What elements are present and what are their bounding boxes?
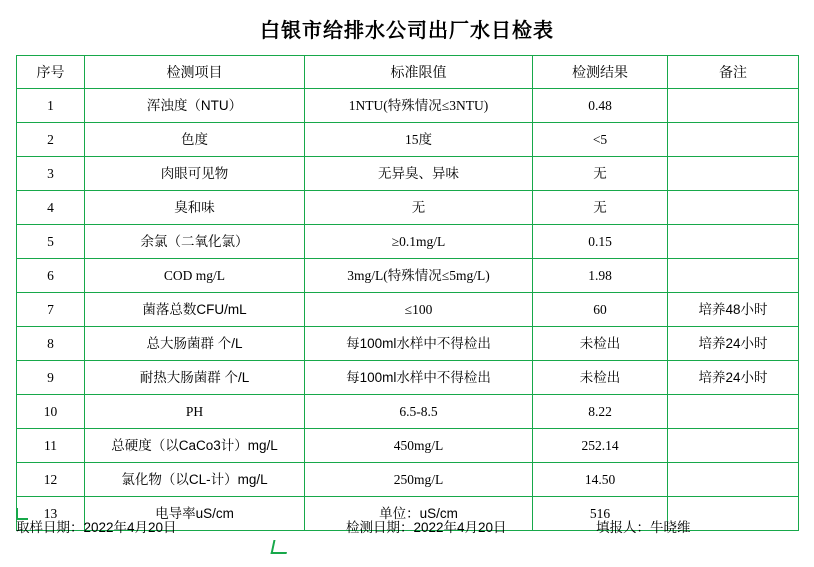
cell-limit: 3mg/L(特殊情况≤5mg/L) (305, 259, 533, 293)
cell-result: 无 (533, 191, 668, 225)
cell-result: <5 (533, 123, 668, 157)
table-row (17, 89, 799, 123)
table-row (17, 429, 799, 463)
cell-no: 13 (17, 497, 85, 531)
cell-item: 总大肠菌群 个/L (85, 327, 305, 361)
column-header-limit: 标准限值 (305, 56, 533, 89)
cell-remark: 培养24小时 (668, 327, 799, 361)
cell-limit: ≥0.1mg/L (305, 225, 533, 259)
cell-item: 臭和味 (85, 191, 305, 225)
cell-item: 色度 (85, 123, 305, 157)
column-header-remark: 备注 (668, 56, 799, 89)
reporter: 填报人：牛晓维 (596, 520, 691, 535)
test-date: 检测日期：2022年4月20日 (346, 520, 507, 535)
table-header-row (17, 56, 799, 89)
cell-limit: 无 (305, 191, 533, 225)
cell-remark (668, 395, 799, 429)
table-row (17, 361, 799, 395)
cell-result: 0.48 (533, 89, 668, 123)
cell-remark (668, 157, 799, 191)
cell-limit: 1NTU(特殊情况≤3NTU) (305, 89, 533, 123)
cell-item: 氯化物（以CL-计）mg/L (85, 463, 305, 497)
table-row (17, 123, 799, 157)
table-row (17, 157, 799, 191)
cell-item: COD mg/L (85, 259, 305, 293)
cell-result: 0.15 (533, 225, 668, 259)
cell-result: 1.98 (533, 259, 668, 293)
cell-no: 3 (17, 157, 85, 191)
cell-no: 8 (17, 327, 85, 361)
cell-result: 无 (533, 157, 668, 191)
table-row (17, 225, 799, 259)
water-quality-table (16, 55, 799, 531)
table-row (17, 327, 799, 361)
cell-limit: ≤100 (305, 293, 533, 327)
cell-remark: 培养48小时 (668, 293, 799, 327)
column-header-result: 检测结果 (533, 56, 668, 89)
cell-remark (668, 123, 799, 157)
cell-no: 2 (17, 123, 85, 157)
table-row (17, 293, 799, 327)
cell-no: 1 (17, 89, 85, 123)
page-title: 白银市给排水公司出厂水日检表 (260, 20, 554, 42)
cell-no: 11 (17, 429, 85, 463)
cell-remark (668, 429, 799, 463)
cell-result: 252.14 (533, 429, 668, 463)
table-row (17, 191, 799, 225)
cell-result: 14.50 (533, 463, 668, 497)
cell-limit: 250mg/L (305, 463, 533, 497)
cell-no: 6 (17, 259, 85, 293)
table-container (0, 55, 814, 531)
cell-item: 肉眼可见物 (85, 157, 305, 191)
cell-limit: 15度 (305, 123, 533, 157)
cell-no: 9 (17, 361, 85, 395)
crop-mark-bottom-icon (271, 540, 290, 554)
cell-remark: 培养24小时 (668, 361, 799, 395)
cell-result: 60 (533, 293, 668, 327)
cell-no: 5 (17, 225, 85, 259)
cell-result: 516 (533, 497, 668, 531)
cell-result: 未检出 (533, 361, 668, 395)
cell-item: 电导率uS/cm (85, 497, 305, 531)
cell-item: PH (85, 395, 305, 429)
cell-item: 耐热大肠菌群 个/L (85, 361, 305, 395)
cell-limit: 6.5-8.5 (305, 395, 533, 429)
cell-no: 4 (17, 191, 85, 225)
cell-item: 余氯（二氧化氯） (85, 225, 305, 259)
cell-remark (668, 89, 799, 123)
table-row (17, 463, 799, 497)
cell-result: 8.22 (533, 395, 668, 429)
cell-item: 浑浊度（NTU） (85, 89, 305, 123)
cell-limit: 每100ml水样中不得检出 (305, 361, 533, 395)
cell-remark (668, 463, 799, 497)
cell-remark (668, 225, 799, 259)
cell-remark (668, 191, 799, 225)
cell-no: 12 (17, 463, 85, 497)
cell-limit: 单位：uS/cm (305, 497, 533, 531)
cell-limit: 无异臭、异味 (305, 157, 533, 191)
table-row (17, 259, 799, 293)
cell-item: 菌落总数CFU/mL (85, 293, 305, 327)
cell-result: 未检出 (533, 327, 668, 361)
cell-limit: 每100ml水样中不得检出 (305, 327, 533, 361)
cell-item: 总硬度（以CaCo3计）mg/L (85, 429, 305, 463)
cell-remark (668, 259, 799, 293)
table-row (17, 395, 799, 429)
cell-limit: 450mg/L (305, 429, 533, 463)
sampling-date: 取样日期：2022年4月20日 (16, 520, 177, 535)
cell-no: 7 (17, 293, 85, 327)
column-header-no: 序号 (17, 56, 85, 89)
footer (16, 516, 798, 536)
column-header-item: 检测项目 (85, 56, 305, 89)
cell-no: 10 (17, 395, 85, 429)
